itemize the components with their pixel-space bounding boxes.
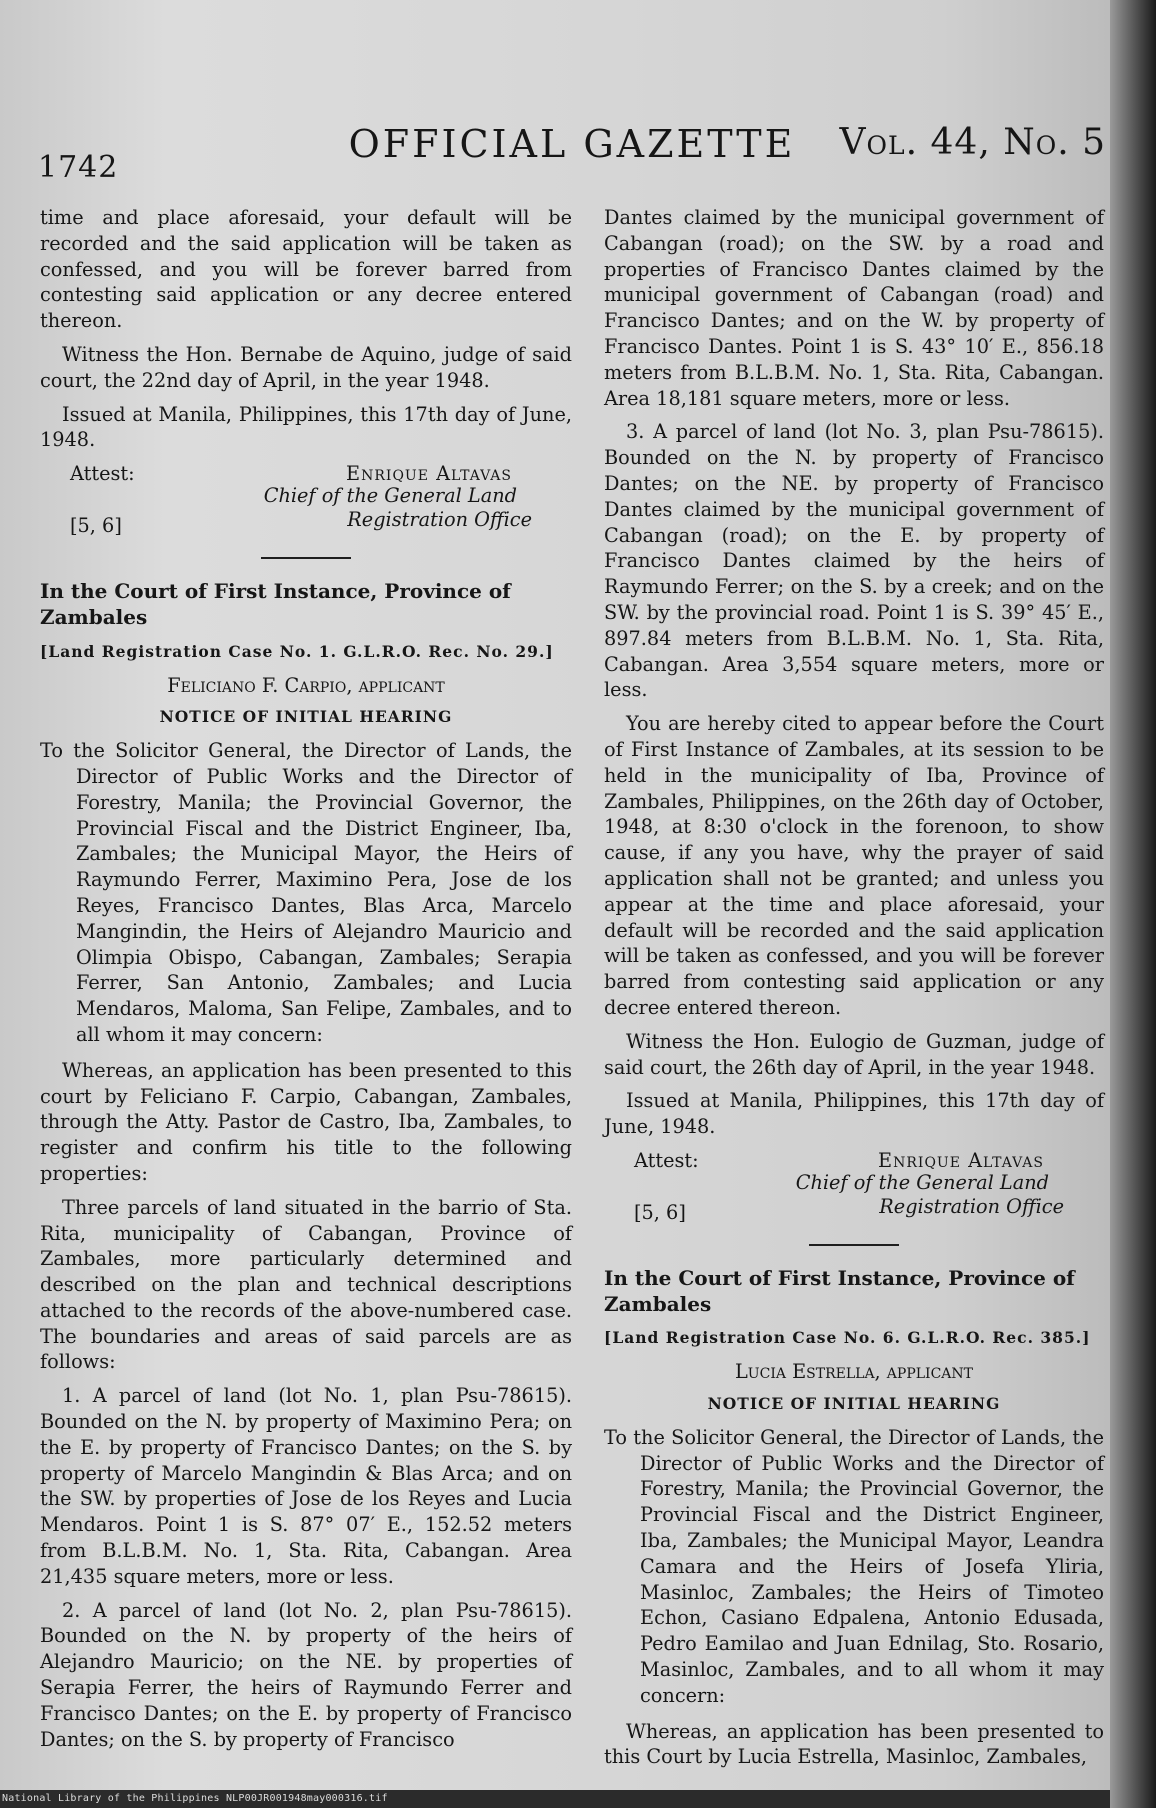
issue-reference: [5, 6] <box>70 514 122 538</box>
notice-addressees: To the Solicitor General, the Director of Lands, the Director of Public Works and the Director of Forestry, Manila; the Provincial Governor, the Provincial Fiscal and the District Engineer, Iba, Zambales; the Municipal Mayor, Leandra Camara and the Heirs of Josefa Yliria, Masinloc, Zambales; the Heirs of Timoteo Echon, Casiano Edpalena, Antonio Edusada, Pedro Eamilao and Juan Ednilag, Sto. Rosario, Masinloc, Zambales, and to all whom it may concern: <box>604 1425 1104 1707</box>
court-heading: In the Court of First Instance, Province of Zambales <box>604 1265 1075 1316</box>
page-number: 1742 <box>38 150 119 185</box>
signer-office: Registration Office <box>879 1194 1064 1218</box>
signature-block <box>604 1148 1104 1230</box>
signature-block <box>40 461 572 543</box>
case-record: [Land Registration Case No. 6. G.L.R.O. Rec. 385.] <box>604 1328 1091 1348</box>
attest-label: Attest: <box>634 1148 699 1172</box>
paragraph: Dantes claimed by the municipal government of Cabangan (road); on the SW. by a road and properties of Francisco Dantes claimed by the municipal government of Cabangan (road) and Francisco Dantes; and on the W. by property of Francisco Dantes. Point 1 is S. 43° 10′ E., 856.18 meters from B.L.B.M. No. 1, Sta. Rita, Cabangan. Area 18,181 square meters, more or less. <box>604 206 1104 410</box>
signer-name: Enrique Altavas <box>878 1148 1044 1172</box>
paragraph: You are hereby cited to appear before the Court of First Instance of Zambales, at its session to be held in the municipality of Iba, Province of Zambales, Philippines, on the 26th day of October, 1948, at 8:30 o'clock in the forenoon, to show cause, if any you have, why the prayer of said application shall not be granted; and unless you appear at the time and place aforesaid, your default will be recorded and the said application will be taken as confessed, and you will be forever barred from contesting said application or any decree entered thereon. <box>604 712 1104 1019</box>
divider <box>809 1244 899 1246</box>
attest-label: Attest: <box>70 462 135 486</box>
notice-addressees: To the Solicitor General, the Director of Lands, the Director of Public Works and the Director of Forestry, Manila; the Provincial Governor, the Provincial Fiscal and the District Engineer, Iba, Zambales; the Municipal Mayor, the Heirs of Raymundo Ferrer, Maximino Pera, Jose de los Reyes, Francisco Dantes, Blas Arca, Marcelo Mangindin, the Heirs of Alejandro Mauricio and Olimpia Obispo, Cabangan, Zambales; Serapia Ferrer, San Antonio, Zambales; and Lucia Mendaros, Maloma, San Felipe, Zambales, and to all whom it may concern: <box>40 739 572 1046</box>
paragraph: 3. A parcel of land (lot No. 3, plan Psu-78615). Bounded on the N. by property of Francisco Dantes; on the NE. by property of Francisco Dantes claimed by the municipal government of Cabangan (road); on the E. by property of Francisco Dantes claimed by the heirs of Raymundo Ferrer; on the S. by a creek; and on the SW. by the provincial road. Point 1 is S. 39° 45′ E., 897.84 meters from B.L.B.M. No. 1, Sta. Rita, Cabangan. Area 3,554 square meters, more or less. <box>604 420 1104 702</box>
right-column <box>604 205 1104 1778</box>
paragraph: Witness the Hon. Bernabe de Aquino, judge of said court, the 22nd day of April, in the year 1948. <box>40 342 572 392</box>
signer-name: Enrique Altavas <box>346 462 512 486</box>
issue-reference: [5, 6] <box>634 1200 686 1224</box>
paragraph: Whereas, an application has been presented to this court by Feliciano F. Carpio, Cabangan, Zambales, through the Atty. Pastor de Castro, Iba, Zambales, to register and confirm his title to the following properties: <box>40 1058 572 1185</box>
paragraph: 2. A parcel of land (lot No. 2, plan Psu-78615). Bounded on the N. by property of the heirs of Alejandro Mauricio; on the NE. by properties of Serapia Ferrer, the heirs of Raymundo Ferrer and Francisco Dantes; on the E. by property of Francisco Dantes; on the S. by property of Francisco <box>40 1598 572 1751</box>
page-header <box>38 122 1106 185</box>
publication-title: OFFICIAL GAZETTE <box>348 122 796 166</box>
applicant-name: Lucia Estrella, applicant <box>735 1360 973 1384</box>
paragraph: time and place aforesaid, your default will be recorded and the said application will be taken as confessed, and you will be forever barred from contesting said application or any decree entered thereon. <box>40 206 572 333</box>
court-heading: In the Court of First Instance, Province of Zambales <box>40 579 511 629</box>
paragraph: Issued at Manila, Philippines, this 17th day of June, 1948. <box>604 1089 1104 1139</box>
paragraph: 1. A parcel of land (lot No. 1, plan Psu-78615). Bounded on the N. by property of Maximino Pera; on the E. by property of Francisco Dantes; on the S. by property of Marcelo Mangindin & Blas Arca; and on the SW. by properties of Jose de los Reyes and Lucia Mendaros. Point 1 is S. 87° 07′ E., 152.52 meters from B.L.B.M. No. 1, Sta. Rita, Cabangan. Area 21,435 square meters, more or less. <box>40 1384 572 1588</box>
applicant-name: Feliciano F. Carpio, applicant <box>167 673 445 697</box>
notice-heading: NOTICE OF INITIAL HEARING <box>707 1394 1001 1414</box>
volume-number: Vol. 44, No. 5 <box>839 122 1106 163</box>
notice-heading: NOTICE OF INITIAL HEARING <box>159 707 453 727</box>
signer-office: Registration Office <box>347 508 532 532</box>
left-column <box>40 205 572 1760</box>
paragraph: Three parcels of land situated in the barrio of Sta. Rita, municipality of Cabangan, Province of Zambales, more particularly determined and described on the plan and technical descriptions attached to the records of the above-numbered case. The boundaries and areas of said parcels are as follows: <box>40 1195 572 1374</box>
paragraph: Whereas, an application has been presented to this Court by Lucia Estrella, Masinloc, Zambales, <box>604 1719 1104 1769</box>
divider <box>261 557 351 559</box>
case-record: [Land Registration Case No. 1. G.L.R.O. Rec. No. 29.] <box>40 641 554 661</box>
scan-footer: National Library of the Philippines NLP00JR001948may000316.tif <box>2 1793 388 1804</box>
signer-title: Chief of the General Land <box>263 484 517 508</box>
paragraph: Witness the Hon. Eulogio de Guzman, judge of said court, the 26th day of April, in the year 1948. <box>604 1029 1104 1079</box>
signer-title: Chief of the General Land <box>795 1170 1049 1194</box>
book-spine-shadow <box>1110 0 1156 1808</box>
paragraph: Issued at Manila, Philippines, this 17th day of June, 1948. <box>40 402 572 452</box>
